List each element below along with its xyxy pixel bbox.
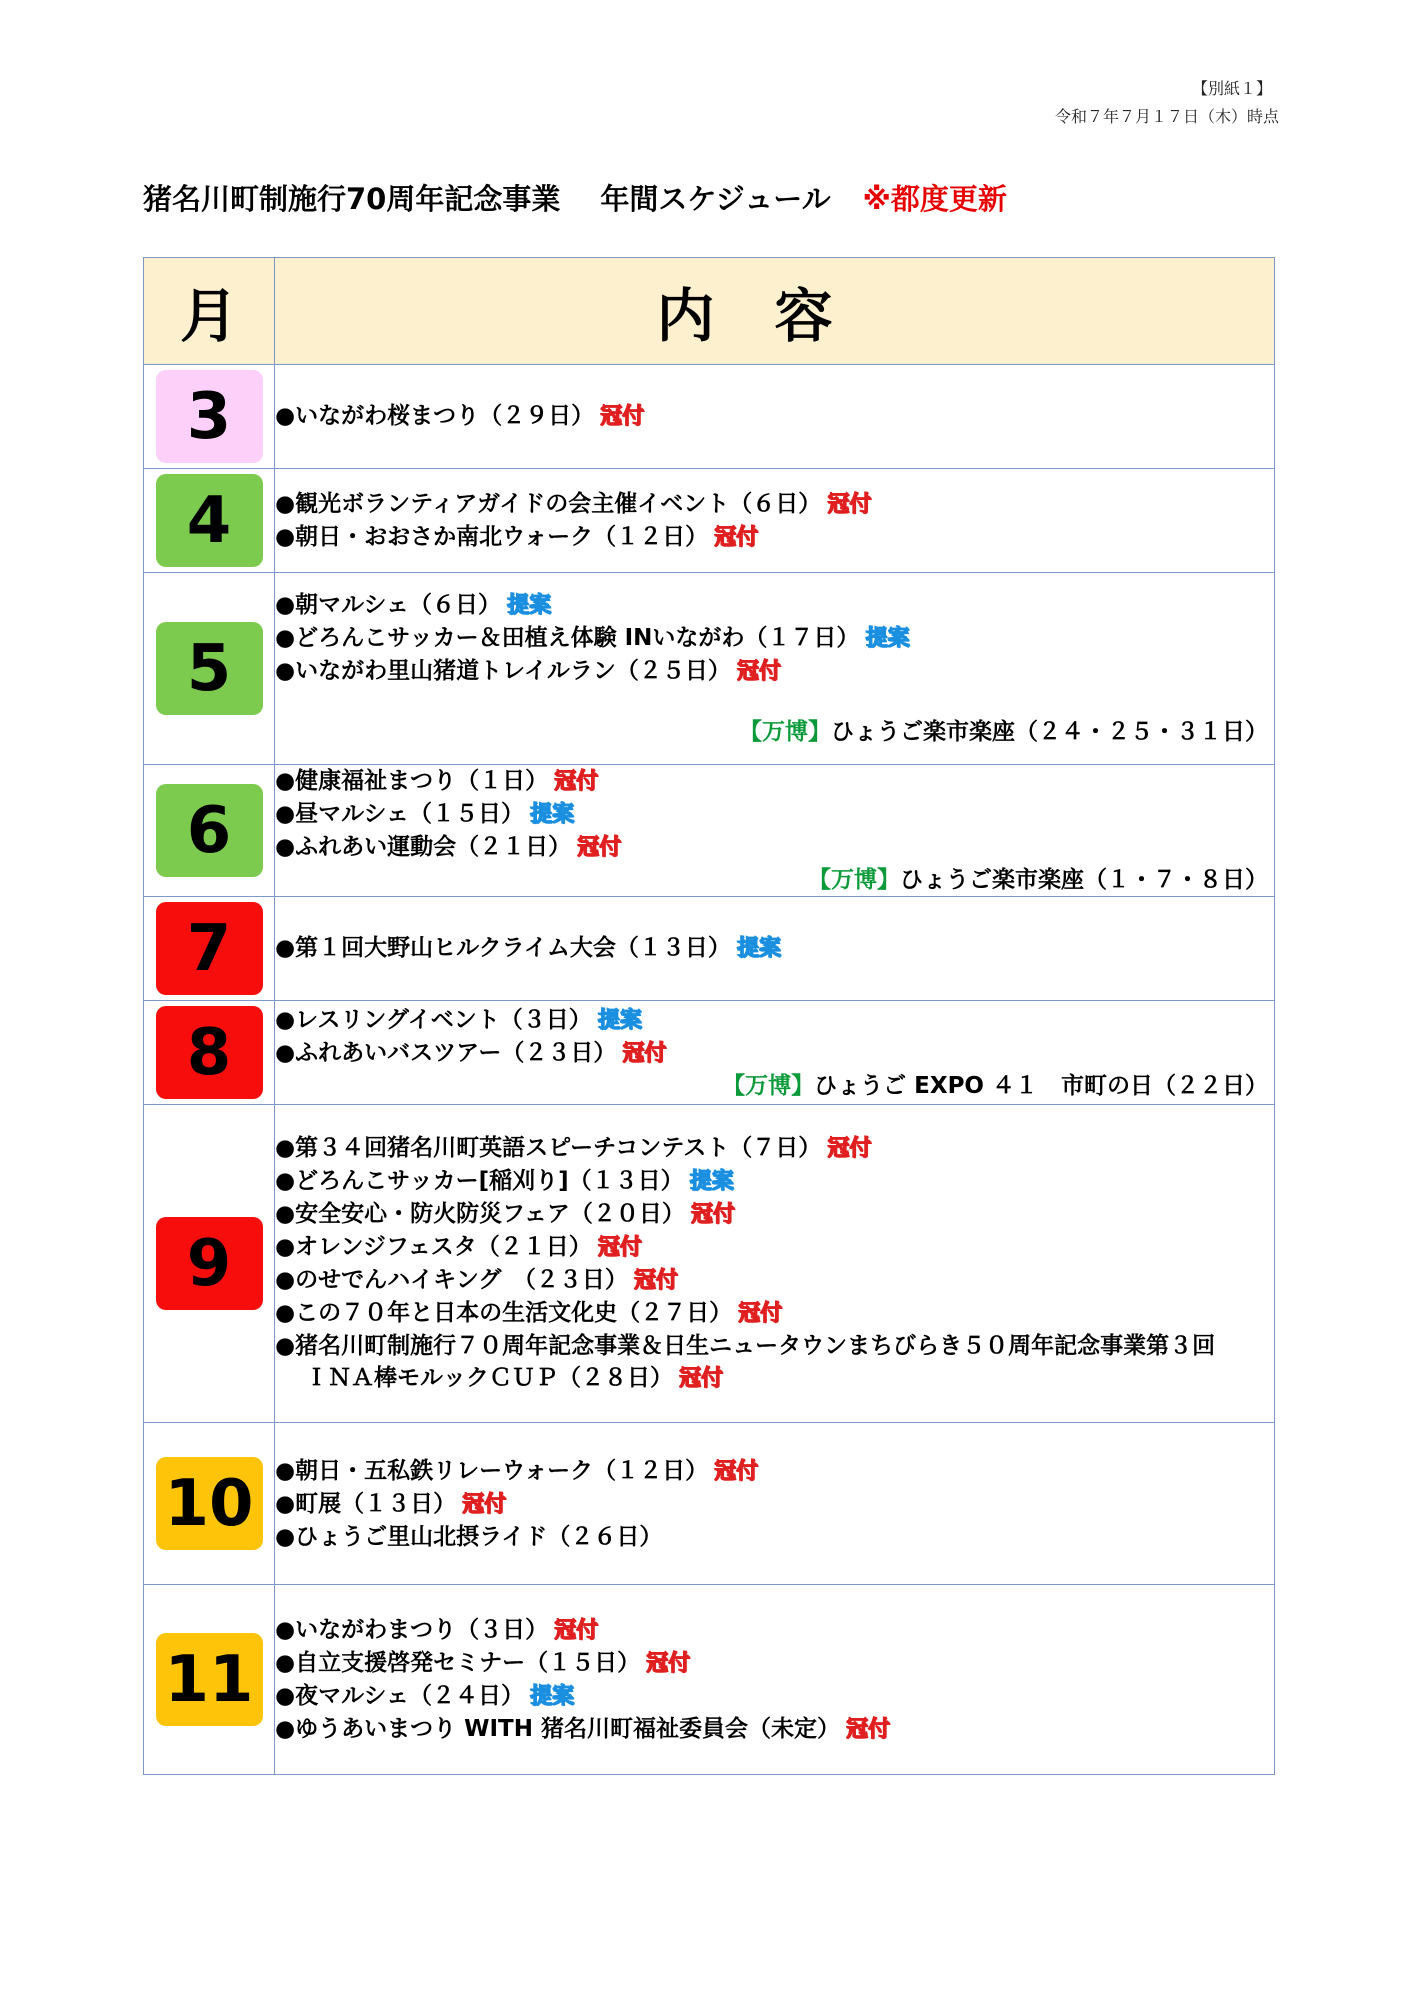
event-item <box>275 1231 1274 1264</box>
month-badge: 4 <box>156 474 263 567</box>
event-text: ●オレンジフェスタ（２１日） <box>275 1234 592 1260</box>
expo-event <box>275 716 1274 748</box>
event-text: ●安全安心・防火防災フェア（２０日） <box>275 1201 685 1227</box>
title-sub: 年間スケジュール <box>600 182 831 216</box>
event-item <box>275 1004 1274 1037</box>
event-text: ●どろんこサッカー[稲刈り]（１３日） <box>275 1168 684 1194</box>
event-text: ●夜マルシェ（２４日） <box>275 1682 525 1709</box>
event-item <box>275 1455 1274 1488</box>
teian-tag: 提案 <box>597 1007 642 1033</box>
event-item <box>275 765 1274 798</box>
month-cell <box>144 1585 275 1775</box>
month-cell <box>144 1423 275 1585</box>
month-badge: 8 <box>156 1006 263 1099</box>
event-item <box>275 1198 1274 1231</box>
event-text: ●自立支援啓発セミナー（１５日） <box>275 1649 641 1676</box>
month-row-5 <box>144 573 1275 765</box>
event-text: ●いながわまつり（３日） <box>275 1616 549 1643</box>
content-cell <box>275 897 1275 1001</box>
kanmuri-tag: 冠付 <box>554 769 599 794</box>
kanmuri-tag: 冠付 <box>600 404 645 429</box>
event-item <box>275 1647 1274 1680</box>
month-badge: 11 <box>156 1633 263 1726</box>
kanmuri-tag: 冠付 <box>622 1040 667 1066</box>
expo-label: 【万博】 <box>808 867 900 893</box>
month-badge: 7 <box>156 902 263 995</box>
event-text: ●ふれあい運動会（２１日） <box>275 834 572 860</box>
event-text: ●いながわ桜まつり（２９日） <box>275 403 595 429</box>
event-text: ●この７０年と日本の生活文化史（２７日） <box>275 1300 733 1326</box>
teian-tag: 提案 <box>689 1169 734 1194</box>
month-cell <box>144 897 275 1001</box>
month-badge: 3 <box>156 370 263 463</box>
event-item <box>275 1264 1274 1297</box>
event-item <box>275 622 1274 655</box>
event-item <box>275 1614 1274 1647</box>
page-title <box>143 177 1007 218</box>
month-row-8 <box>144 1001 1275 1105</box>
content-header-label: 内容 <box>656 282 893 350</box>
month-row-9 <box>144 1105 1275 1423</box>
update-note: ※都度更新 <box>862 182 1007 216</box>
expo-label: 【万博】 <box>739 719 831 745</box>
content-cell <box>275 573 1275 765</box>
event-text: ●昼マルシェ（１５日） <box>275 801 525 827</box>
event-item <box>275 1037 1274 1070</box>
event-text: ●朝日・おおさか南北ウォーク（１２日） <box>275 523 709 550</box>
month-cell <box>144 573 275 765</box>
as-of-date: 令和７年７月１７日（木）時点 <box>1054 107 1279 126</box>
event-item <box>275 488 1274 521</box>
event-item <box>275 1165 1274 1198</box>
month-row-7 <box>144 897 1275 1001</box>
month-badge: 5 <box>156 622 263 715</box>
kanmuri-tag: 冠付 <box>827 1136 872 1161</box>
event-item <box>275 521 1274 554</box>
title-main: 猪名川町制施行70周年記念事業 <box>143 182 561 216</box>
content-cell <box>275 1105 1275 1423</box>
month-cell <box>144 365 275 469</box>
month-row-6 <box>144 765 1275 897</box>
event-text: ●第３４回猪名川町英語スピーチコンテスト（７日） <box>275 1135 822 1161</box>
month-row-4 <box>144 469 1275 573</box>
kanmuri-tag: 冠付 <box>554 1617 599 1643</box>
content-cell <box>275 1423 1275 1585</box>
kanmuri-tag: 冠付 <box>597 1235 642 1260</box>
month-badge: 10 <box>156 1457 263 1550</box>
teian-tag: 提案 <box>865 626 910 651</box>
event-text: ●朝マルシェ（６日） <box>275 592 502 618</box>
teian-tag: 提案 <box>507 593 552 618</box>
kanmuri-tag: 冠付 <box>577 835 622 860</box>
event-text: ●どろんこサッカー＆田植え体験 INいながわ（１７日） <box>275 625 860 651</box>
expo-text: ひょうご EXPO ４１ 市町の日（２２日） <box>814 1072 1268 1099</box>
month-cell <box>144 1001 275 1105</box>
event-item <box>275 932 1274 965</box>
schedule-table <box>143 257 1275 1775</box>
event-item <box>275 1297 1274 1330</box>
expo-text: ひょうご楽市楽座（１・７・８日） <box>900 867 1268 893</box>
event-text: ●ひょうご里山北摂ライド（２６日） <box>275 1523 663 1550</box>
expo-event <box>275 1070 1274 1102</box>
event-item <box>275 831 1274 864</box>
expo-label: 【万博】 <box>722 1072 815 1099</box>
month-cell <box>144 1105 275 1423</box>
event-text: ●観光ボランティアガイドの会主催イベント（６日） <box>275 490 822 517</box>
kanmuri-tag: 冠付 <box>714 1458 759 1484</box>
teian-tag: 提案 <box>530 1683 575 1709</box>
event-text: ●ふれあいバスツアー（２３日） <box>275 1039 617 1066</box>
teian-tag: 提案 <box>736 936 781 961</box>
month-column-header: 月 <box>144 258 275 365</box>
annex-label: 【別紙１】 <box>1191 79 1272 98</box>
month-row-10 <box>144 1423 1275 1585</box>
expo-event <box>275 864 1274 896</box>
event-item <box>275 1330 1274 1362</box>
event-item <box>275 655 1274 688</box>
event-text: ●猪名川町制施行７０周年記念事業＆日生ニュータウンまちびらき５０周年記念事業第３回 <box>275 1333 1216 1359</box>
event-item <box>275 1132 1274 1165</box>
month-badge: 6 <box>156 784 263 877</box>
event-text: ●ゆうあいまつり WITH 猪名川町福祉委員会（未定） <box>275 1715 840 1742</box>
event-item <box>275 1521 1274 1553</box>
event-text: ●いながわ里山猪道トレイルラン（２５日） <box>275 658 731 684</box>
kanmuri-tag: 冠付 <box>714 524 759 550</box>
content-cell <box>275 365 1275 469</box>
event-text: ●健康福祉まつり（１日） <box>275 768 549 794</box>
kanmuri-tag: 冠付 <box>827 491 872 517</box>
event-text: ●第１回大野山ヒルクライム大会（１３日） <box>275 935 731 961</box>
month-badge: 9 <box>156 1217 263 1310</box>
kanmuri-tag: 冠付 <box>679 1366 724 1391</box>
event-text: ●朝日・五私鉄リレーウォーク（１２日） <box>275 1457 709 1484</box>
expo-text: ひょうご楽市楽座（２４・２５・３１日） <box>831 719 1268 745</box>
event-text: ●レスリングイベント（３日） <box>275 1006 592 1033</box>
month-row-3 <box>144 365 1275 469</box>
teian-tag: 提案 <box>530 802 575 827</box>
kanmuri-tag: 冠付 <box>646 1650 691 1676</box>
event-item <box>275 400 1274 433</box>
kanmuri-tag: 冠付 <box>845 1716 890 1742</box>
event-item <box>275 798 1274 831</box>
kanmuri-tag: 冠付 <box>690 1202 735 1227</box>
event-item <box>275 1362 1274 1395</box>
kanmuri-tag: 冠付 <box>633 1268 678 1293</box>
kanmuri-tag: 冠付 <box>738 1301 783 1326</box>
event-item <box>275 1713 1274 1746</box>
event-text: ＩＮＡ棒モルックＣＵＰ（２８日） <box>305 1365 673 1391</box>
month-cell <box>144 469 275 573</box>
content-cell <box>275 1001 1275 1105</box>
month-row-11 <box>144 1585 1275 1775</box>
event-item <box>275 1488 1274 1521</box>
content-cell <box>275 1585 1275 1775</box>
event-text: ●町展（１３日） <box>275 1490 457 1517</box>
table-header-row <box>144 258 1275 365</box>
kanmuri-tag: 冠付 <box>462 1491 507 1517</box>
content-column-header <box>275 258 1275 365</box>
event-item <box>275 1680 1274 1713</box>
content-cell <box>275 469 1275 573</box>
event-item <box>275 589 1274 622</box>
event-text: ●のせでんハイキング （２３日） <box>275 1267 628 1293</box>
month-cell <box>144 765 275 897</box>
kanmuri-tag: 冠付 <box>736 659 781 684</box>
content-cell <box>275 765 1275 897</box>
